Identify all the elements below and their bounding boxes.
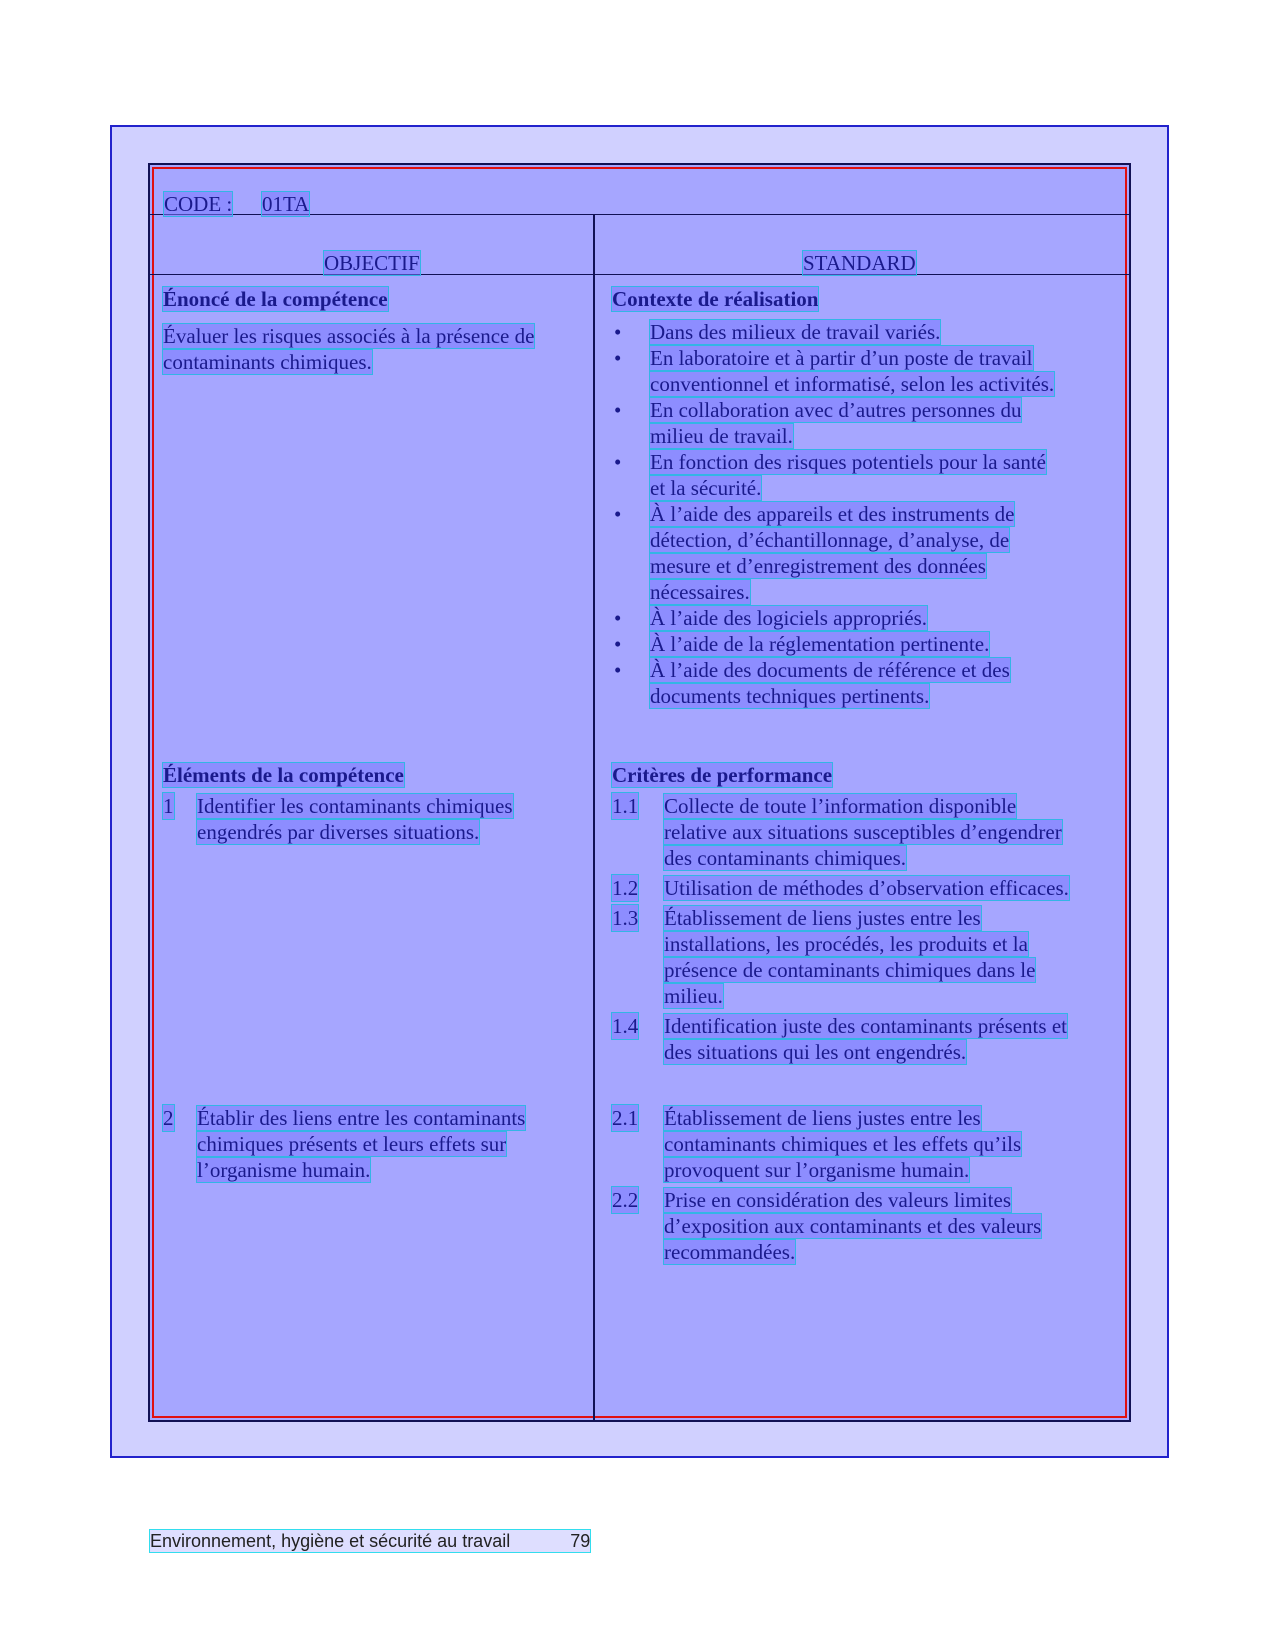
list-item bbox=[612, 319, 1112, 345]
enonce-title: Énoncé de la compétence bbox=[163, 287, 388, 311]
criterion-line: des contaminants chimiques. bbox=[664, 846, 907, 870]
list-item-line: À l’aide de la réglementation pertinente. bbox=[650, 632, 990, 656]
bullet-icon: • bbox=[614, 346, 622, 370]
list-item bbox=[612, 345, 1112, 397]
bullet-icon: • bbox=[614, 658, 622, 682]
contexte-section bbox=[612, 287, 1112, 709]
list-item-line: Dans des milieux de travail variés. bbox=[650, 320, 941, 344]
element-line: Établir des liens entre les contaminants bbox=[197, 1106, 526, 1130]
enonce-line: contaminants chimiques. bbox=[163, 350, 372, 374]
element-line: chimiques présents et leurs effets sur bbox=[197, 1132, 507, 1156]
criterion-number: 2.2 bbox=[612, 1188, 639, 1212]
element-number: 1 bbox=[163, 794, 174, 818]
criterion-line: d’exposition aux contaminants et des valeurs bbox=[664, 1214, 1042, 1238]
page-number: 79 bbox=[570, 1531, 591, 1551]
criterion-line: Identification juste des contaminants présents et bbox=[664, 1014, 1067, 1038]
enonce-section bbox=[163, 287, 603, 375]
criterion-item bbox=[612, 1105, 1112, 1183]
bullet-icon: • bbox=[614, 502, 622, 526]
criterion-item bbox=[612, 1013, 1112, 1065]
elements-title: Éléments de la compétence bbox=[163, 763, 404, 787]
footer-title: Environnement, hygiène et sécurité au travail bbox=[150, 1531, 511, 1551]
list-item-line: détection, d’échantillonnage, d’analyse, de bbox=[650, 528, 1010, 552]
contexte-title: Contexte de réalisation bbox=[612, 287, 819, 311]
criterion-line: Établissement de liens justes entre les bbox=[664, 906, 981, 930]
criterion-item bbox=[612, 793, 1112, 871]
list-item-line: milieu de travail. bbox=[650, 424, 793, 448]
list-item bbox=[612, 397, 1112, 449]
criterion-item bbox=[612, 1187, 1112, 1265]
criterion-line: présence de contaminants chimiques dans le bbox=[664, 958, 1036, 982]
criterion-line: provoquent sur l’organisme humain. bbox=[664, 1158, 970, 1182]
element-line: l’organisme humain. bbox=[197, 1158, 371, 1182]
list-item-line: À l’aide des documents de référence et des bbox=[650, 658, 1010, 682]
list-item-line: En collaboration avec d’autres personnes du bbox=[650, 398, 1022, 422]
list-item bbox=[612, 657, 1112, 709]
criterion-line: contaminants chimiques et les effets qu’ils bbox=[664, 1132, 1022, 1156]
criterion-line: Utilisation de méthodes d’observation efficaces. bbox=[664, 876, 1069, 900]
contexte-list bbox=[612, 319, 1112, 709]
criterion-line: relative aux situations susceptibles d’engendrer bbox=[664, 820, 1062, 844]
criterion-number: 1.4 bbox=[612, 1014, 639, 1038]
bullet-icon: • bbox=[614, 450, 622, 474]
elements-section bbox=[163, 763, 603, 845]
enonce-line: Évaluer les risques associés à la présence de bbox=[163, 324, 535, 348]
list-item-line: conventionnel et informatisé, selon les activités. bbox=[650, 372, 1055, 396]
bullet-icon: • bbox=[614, 606, 622, 630]
criterion-line: installations, les procédés, les produits et la bbox=[664, 932, 1028, 956]
list-item-line: mesure et d’enregistrement des données bbox=[650, 554, 986, 578]
bullet-icon: • bbox=[614, 320, 622, 344]
element-item bbox=[163, 1105, 603, 1183]
criterion-item bbox=[612, 875, 1112, 901]
list-item-line: En fonction des risques potentiels pour la santé bbox=[650, 450, 1046, 474]
element-line: Identifier les contaminants chimiques bbox=[197, 794, 513, 818]
criterion-number: 1.3 bbox=[612, 906, 639, 930]
objective-column-header: OBJECTIF bbox=[324, 251, 420, 275]
element-item bbox=[163, 793, 603, 845]
list-item bbox=[612, 631, 1112, 657]
list-item-line: et la sécurité. bbox=[650, 476, 762, 500]
list-item-line: nécessaires. bbox=[650, 580, 750, 604]
list-item bbox=[612, 605, 1112, 631]
code-label: CODE : bbox=[164, 192, 233, 216]
list-item-line: À l’aide des logiciels appropriés. bbox=[650, 606, 927, 630]
criteres-section-2 bbox=[612, 1105, 1112, 1265]
column-header-divider bbox=[150, 274, 1129, 275]
enonce-text bbox=[163, 323, 603, 375]
standard-column-header: STANDARD bbox=[803, 251, 916, 275]
criterion-line: Établissement de liens justes entre les bbox=[664, 1106, 981, 1130]
list-item-line: En laboratoire et à partir d’un poste de travail bbox=[650, 346, 1033, 370]
criterion-line: milieu. bbox=[664, 984, 723, 1008]
page-footer bbox=[150, 1530, 590, 1552]
code-value: 01TA bbox=[262, 192, 310, 216]
criterion-number: 1.1 bbox=[612, 794, 639, 818]
elements-section-2 bbox=[163, 1105, 603, 1183]
criterion-number: 2.1 bbox=[612, 1106, 639, 1130]
list-item bbox=[612, 501, 1112, 605]
criterion-line: des situations qui les ont engendrés. bbox=[664, 1040, 967, 1064]
list-item bbox=[612, 449, 1112, 501]
bullet-icon: • bbox=[614, 632, 622, 656]
criterion-item bbox=[612, 905, 1112, 1009]
list-item-line: documents techniques pertinents. bbox=[650, 684, 930, 708]
criterion-line: recommandées. bbox=[664, 1240, 796, 1264]
criterion-number: 1.2 bbox=[612, 876, 639, 900]
list-item-line: À l’aide des appareils et des instruments de bbox=[650, 502, 1015, 526]
element-number: 2 bbox=[163, 1106, 174, 1130]
bullet-icon: • bbox=[614, 398, 622, 422]
criterion-line: Collecte de toute l’information disponible bbox=[664, 794, 1017, 818]
criteres-title: Critères de performance bbox=[612, 763, 833, 787]
criterion-line: Prise en considération des valeurs limites bbox=[664, 1188, 1012, 1212]
element-line: engendrés par diverses situations. bbox=[197, 820, 480, 844]
criteres-section bbox=[612, 763, 1112, 1065]
